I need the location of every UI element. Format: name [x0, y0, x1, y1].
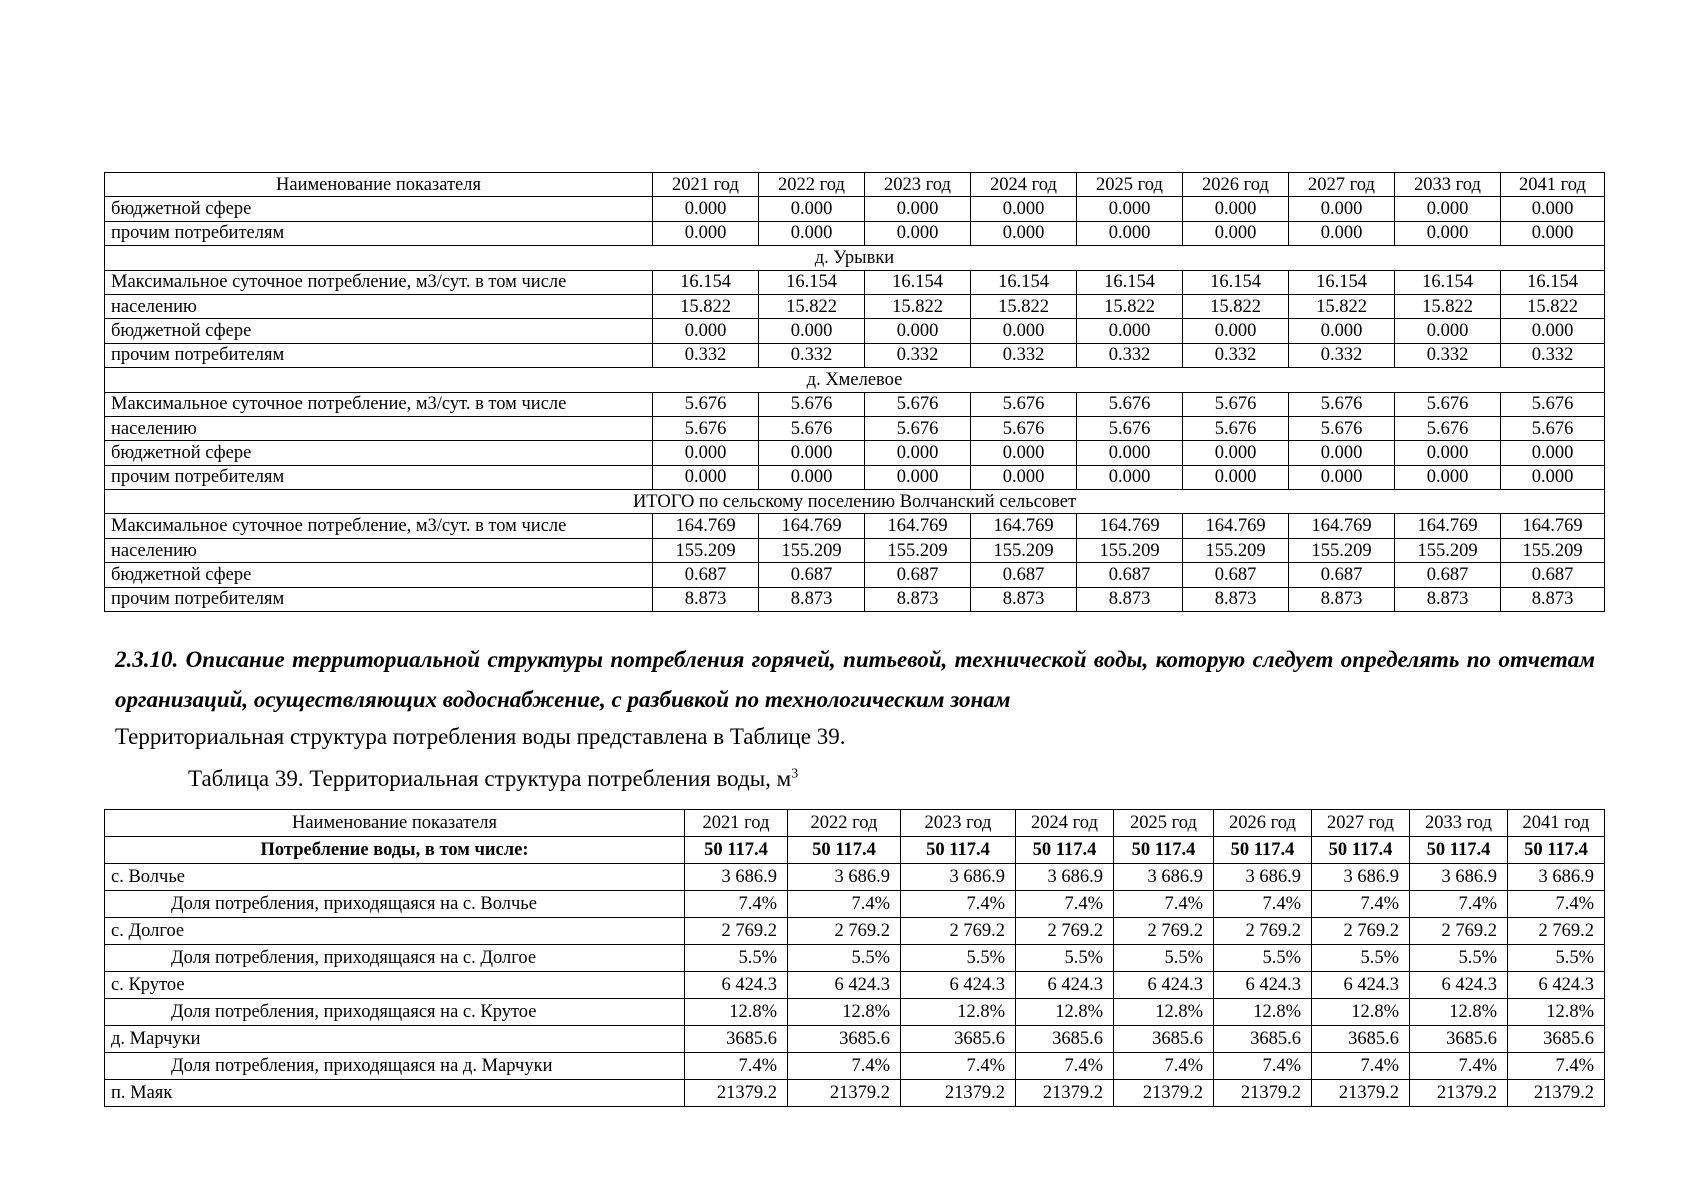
value-cell: 16.154	[1183, 270, 1289, 294]
value-cell: 8.873	[1077, 587, 1183, 611]
value-cell: 12.8%	[1312, 999, 1410, 1026]
row-label: населению	[105, 538, 653, 562]
value-cell: 21379.2	[1410, 1080, 1508, 1107]
value-cell: 7.4%	[685, 891, 788, 918]
value-cell: 3685.6	[685, 1026, 788, 1053]
value-cell: 21379.2	[1114, 1080, 1214, 1107]
table-row	[105, 972, 1605, 999]
value-cell: 2 769.2	[901, 918, 1016, 945]
value-cell: 50 117.4	[901, 837, 1016, 864]
table-row	[105, 563, 1605, 587]
value-cell: 0.000	[759, 319, 865, 343]
row-label: прочим потребителям	[105, 465, 653, 489]
value-cell: 12.8%	[788, 999, 901, 1026]
value-cell: 0.000	[865, 197, 971, 221]
row-label: бюджетной сфере	[105, 441, 653, 465]
value-cell: 155.209	[1183, 538, 1289, 562]
value-cell: 12.8%	[1114, 999, 1214, 1026]
value-cell: 5.5%	[1312, 945, 1410, 972]
value-cell: 0.687	[1501, 563, 1605, 587]
table-row	[105, 891, 1605, 918]
value-cell: 155.209	[759, 538, 865, 562]
table-row	[105, 319, 1605, 343]
table-row	[105, 864, 1605, 891]
value-cell: 50 117.4	[788, 837, 901, 864]
value-cell: 0.000	[1289, 221, 1395, 245]
value-cell: 21379.2	[685, 1080, 788, 1107]
value-cell: 12.8%	[1508, 999, 1605, 1026]
value-cell: 0.332	[759, 343, 865, 367]
value-cell: 0.000	[1501, 319, 1605, 343]
value-cell: 7.4%	[1410, 891, 1508, 918]
row-label: с. Крутое	[105, 972, 685, 999]
value-cell: 12.8%	[1016, 999, 1114, 1026]
value-cell: 164.769	[1077, 514, 1183, 538]
value-cell: 0.000	[1501, 465, 1605, 489]
value-cell: 21379.2	[901, 1080, 1016, 1107]
group-label: ИТОГО по сельскому поселению Волчанский сельсовет	[105, 490, 1605, 514]
value-cell: 21379.2	[1508, 1080, 1605, 1107]
value-cell: 16.154	[1289, 270, 1395, 294]
value-cell: 15.822	[1395, 294, 1501, 318]
value-cell: 5.5%	[788, 945, 901, 972]
table-row	[105, 294, 1605, 318]
value-cell: 8.873	[1183, 587, 1289, 611]
value-cell: 0.000	[865, 221, 971, 245]
value-cell: 0.000	[1395, 441, 1501, 465]
value-cell: 15.822	[1077, 294, 1183, 318]
value-cell: 0.000	[653, 221, 759, 245]
value-cell: 8.873	[653, 587, 759, 611]
value-cell: 7.4%	[1114, 1053, 1214, 1080]
value-cell: 0.000	[1183, 221, 1289, 245]
value-cell: 8.873	[1395, 587, 1501, 611]
value-cell: 5.676	[1289, 416, 1395, 440]
value-cell: 21379.2	[1312, 1080, 1410, 1107]
value-cell: 155.209	[865, 538, 971, 562]
column-header: 2033 год	[1395, 173, 1501, 197]
value-cell: 0.687	[759, 563, 865, 587]
value-cell: 8.873	[1289, 587, 1395, 611]
column-header: 2024 год	[971, 173, 1077, 197]
value-cell: 0.000	[1183, 197, 1289, 221]
consumption-table-continued	[104, 172, 1605, 612]
value-cell: 2 769.2	[1508, 918, 1605, 945]
column-header: Наименование показателя	[105, 810, 685, 837]
value-cell: 5.676	[971, 416, 1077, 440]
value-cell: 3 686.9	[1410, 864, 1508, 891]
value-cell: 0.000	[1077, 441, 1183, 465]
value-cell: 7.4%	[788, 1053, 901, 1080]
row-label: Доля потребления, приходящаяся на д. Марчуки	[105, 1053, 685, 1080]
value-cell: 5.676	[759, 416, 865, 440]
value-cell: 50 117.4	[1114, 837, 1214, 864]
table-row	[105, 1053, 1605, 1080]
table-row	[105, 270, 1605, 294]
value-cell: 15.822	[1183, 294, 1289, 318]
value-cell: 8.873	[971, 587, 1077, 611]
row-label: п. Маяк	[105, 1080, 685, 1107]
section-heading: 2.3.10. Описание территориальной структуры потребления горячей, питьевой, технической воды, которую следует определять по отчетам организаций, осуществляющих водоснабжение, с разбивкой по технологическим зонам	[115, 647, 1595, 712]
value-cell: 155.209	[653, 538, 759, 562]
column-header: 2041 год	[1501, 173, 1605, 197]
value-cell: 0.000	[1077, 319, 1183, 343]
header-row	[105, 173, 1605, 197]
value-cell: 0.000	[759, 465, 865, 489]
value-cell: 16.154	[865, 270, 971, 294]
territorial-structure-table	[104, 809, 1605, 1107]
value-cell: 15.822	[653, 294, 759, 318]
value-cell: 0.000	[1395, 465, 1501, 489]
column-header: 2023 год	[901, 810, 1016, 837]
table-row	[105, 416, 1605, 440]
value-cell: 15.822	[759, 294, 865, 318]
value-cell: 0.000	[653, 197, 759, 221]
column-header: Наименование показателя	[105, 173, 653, 197]
column-header: 2021 год	[653, 173, 759, 197]
value-cell: 0.000	[653, 441, 759, 465]
row-label: с. Долгое	[105, 918, 685, 945]
value-cell: 164.769	[759, 514, 865, 538]
value-cell: 3 686.9	[1214, 864, 1312, 891]
column-header: 2033 год	[1410, 810, 1508, 837]
value-cell: 5.676	[1183, 392, 1289, 416]
value-cell: 15.822	[865, 294, 971, 318]
value-cell: 15.822	[1501, 294, 1605, 318]
row-label: Потребление воды, в том числе:	[105, 837, 685, 864]
value-cell: 5.676	[759, 392, 865, 416]
value-cell: 0.000	[865, 319, 971, 343]
value-cell: 2 769.2	[1312, 918, 1410, 945]
row-label: Максимальное суточное потребление, м3/сут. в том числе	[105, 392, 653, 416]
value-cell: 155.209	[1077, 538, 1183, 562]
value-cell: 7.4%	[1508, 891, 1605, 918]
value-cell: 16.154	[1077, 270, 1183, 294]
value-cell: 50 117.4	[1312, 837, 1410, 864]
value-cell: 16.154	[1395, 270, 1501, 294]
value-cell: 6 424.3	[1508, 972, 1605, 999]
value-cell: 0.000	[1077, 197, 1183, 221]
value-cell: 5.5%	[1214, 945, 1312, 972]
value-cell: 0.000	[1289, 441, 1395, 465]
table-row	[105, 945, 1605, 972]
value-cell: 7.4%	[685, 1053, 788, 1080]
value-cell: 0.687	[653, 563, 759, 587]
value-cell: 6 424.3	[901, 972, 1016, 999]
row-label: прочим потребителям	[105, 587, 653, 611]
value-cell: 3 686.9	[901, 864, 1016, 891]
row-label: прочим потребителям	[105, 343, 653, 367]
value-cell: 7.4%	[1508, 1053, 1605, 1080]
column-header: 2027 год	[1289, 173, 1395, 197]
value-cell: 0.000	[1501, 197, 1605, 221]
value-cell: 50 117.4	[1016, 837, 1114, 864]
group-label: д. Хмелевое	[105, 368, 1605, 392]
value-cell: 0.000	[759, 441, 865, 465]
value-cell: 3 686.9	[685, 864, 788, 891]
value-cell: 21379.2	[1016, 1080, 1114, 1107]
value-cell: 3685.6	[901, 1026, 1016, 1053]
value-cell: 164.769	[865, 514, 971, 538]
value-cell: 7.4%	[1114, 891, 1214, 918]
value-cell: 0.687	[1395, 563, 1501, 587]
value-cell: 0.332	[1501, 343, 1605, 367]
value-cell: 0.332	[1183, 343, 1289, 367]
column-header: 2041 год	[1508, 810, 1605, 837]
table-caption	[188, 766, 798, 792]
value-cell: 155.209	[1289, 538, 1395, 562]
value-cell: 2 769.2	[1214, 918, 1312, 945]
value-cell: 2 769.2	[1114, 918, 1214, 945]
row-label: Доля потребления, приходящаяся на с. Волчье	[105, 891, 685, 918]
value-cell: 0.000	[865, 441, 971, 465]
value-cell: 0.000	[1289, 465, 1395, 489]
value-cell: 0.000	[653, 319, 759, 343]
value-cell: 5.676	[1077, 416, 1183, 440]
value-cell: 6 424.3	[788, 972, 901, 999]
row-label: Доля потребления, приходящаяся на с. Крутое	[105, 999, 685, 1026]
value-cell: 3685.6	[1312, 1026, 1410, 1053]
value-cell: 0.000	[1183, 441, 1289, 465]
value-cell: 6 424.3	[1114, 972, 1214, 999]
value-cell: 0.000	[1501, 221, 1605, 245]
value-cell: 7.4%	[1214, 891, 1312, 918]
table-row	[105, 999, 1605, 1026]
value-cell: 8.873	[759, 587, 865, 611]
value-cell: 6 424.3	[685, 972, 788, 999]
table-row	[105, 465, 1605, 489]
value-cell: 2 769.2	[685, 918, 788, 945]
value-cell: 3685.6	[1214, 1026, 1312, 1053]
value-cell: 3685.6	[1410, 1026, 1508, 1053]
table-row	[105, 441, 1605, 465]
value-cell: 0.687	[1289, 563, 1395, 587]
table-row	[105, 918, 1605, 945]
value-cell: 6 424.3	[1016, 972, 1114, 999]
value-cell: 5.676	[865, 392, 971, 416]
value-cell: 0.000	[1077, 465, 1183, 489]
value-cell: 6 424.3	[1410, 972, 1508, 999]
value-cell: 2 769.2	[788, 918, 901, 945]
row-label: бюджетной сфере	[105, 563, 653, 587]
value-cell: 16.154	[1501, 270, 1605, 294]
value-cell: 164.769	[1395, 514, 1501, 538]
value-cell: 5.5%	[1016, 945, 1114, 972]
value-cell: 6 424.3	[1214, 972, 1312, 999]
value-cell: 2 769.2	[1410, 918, 1508, 945]
value-cell: 5.676	[1077, 392, 1183, 416]
value-cell: 5.5%	[1410, 945, 1508, 972]
value-cell: 0.000	[971, 465, 1077, 489]
value-cell: 7.4%	[1016, 891, 1114, 918]
value-cell: 0.000	[971, 221, 1077, 245]
value-cell: 12.8%	[901, 999, 1016, 1026]
value-cell: 0.332	[1289, 343, 1395, 367]
group-row	[105, 246, 1605, 270]
value-cell: 0.000	[1077, 221, 1183, 245]
value-cell: 164.769	[1289, 514, 1395, 538]
table-row	[105, 1026, 1605, 1053]
value-cell: 3685.6	[1114, 1026, 1214, 1053]
value-cell: 7.4%	[901, 1053, 1016, 1080]
value-cell: 3 686.9	[1508, 864, 1605, 891]
value-cell: 50 117.4	[1214, 837, 1312, 864]
value-cell: 7.4%	[901, 891, 1016, 918]
value-cell: 0.000	[759, 197, 865, 221]
column-header: 2022 год	[788, 810, 901, 837]
value-cell: 3 686.9	[1312, 864, 1410, 891]
value-cell: 0.000	[1183, 465, 1289, 489]
value-cell: 0.000	[1289, 197, 1395, 221]
group-row	[105, 368, 1605, 392]
row-label: д. Марчуки	[105, 1026, 685, 1053]
value-cell: 50 117.4	[685, 837, 788, 864]
table-row	[105, 343, 1605, 367]
value-cell: 16.154	[971, 270, 1077, 294]
intro-paragraph: Территориальная структура потребления воды представлена в Таблице 39.	[115, 724, 846, 749]
value-cell: 5.5%	[901, 945, 1016, 972]
value-cell: 3 686.9	[1016, 864, 1114, 891]
table-row	[105, 587, 1605, 611]
value-cell: 0.000	[1183, 319, 1289, 343]
value-cell: 16.154	[759, 270, 865, 294]
value-cell: 0.000	[971, 197, 1077, 221]
value-cell: 164.769	[1501, 514, 1605, 538]
value-cell: 0.000	[1289, 319, 1395, 343]
value-cell: 6 424.3	[1312, 972, 1410, 999]
value-cell: 12.8%	[1410, 999, 1508, 1026]
value-cell: 8.873	[865, 587, 971, 611]
table-row	[105, 514, 1605, 538]
value-cell: 7.4%	[1410, 1053, 1508, 1080]
table-row	[105, 837, 1605, 864]
column-header: 2025 год	[1114, 810, 1214, 837]
caption-text: Таблица 39. Территориальная структура потребления воды, м	[188, 766, 792, 791]
value-cell: 0.000	[971, 441, 1077, 465]
row-label: населению	[105, 416, 653, 440]
value-cell: 21379.2	[1214, 1080, 1312, 1107]
value-cell: 15.822	[971, 294, 1077, 318]
value-cell: 0.000	[971, 319, 1077, 343]
value-cell: 50 117.4	[1410, 837, 1508, 864]
value-cell: 0.000	[1395, 319, 1501, 343]
caption-unit-sup: 3	[791, 766, 799, 782]
column-header: 2022 год	[759, 173, 865, 197]
value-cell: 3685.6	[1016, 1026, 1114, 1053]
value-cell: 0.000	[759, 221, 865, 245]
value-cell: 50 117.4	[1508, 837, 1605, 864]
value-cell: 0.332	[865, 343, 971, 367]
column-header: 2025 год	[1077, 173, 1183, 197]
value-cell: 5.676	[653, 416, 759, 440]
value-cell: 0.332	[1077, 343, 1183, 367]
table-row	[105, 197, 1605, 221]
value-cell: 5.676	[1395, 392, 1501, 416]
row-label: Максимальное суточное потребление, м3/сут. в том числе	[105, 514, 653, 538]
value-cell: 7.4%	[1016, 1053, 1114, 1080]
value-cell: 164.769	[653, 514, 759, 538]
value-cell: 0.687	[1077, 563, 1183, 587]
value-cell: 5.5%	[685, 945, 788, 972]
column-header: 2027 год	[1312, 810, 1410, 837]
value-cell: 0.332	[971, 343, 1077, 367]
value-cell: 3 686.9	[788, 864, 901, 891]
value-cell: 5.676	[1395, 416, 1501, 440]
value-cell: 21379.2	[788, 1080, 901, 1107]
value-cell: 0.000	[1395, 197, 1501, 221]
value-cell: 7.4%	[1214, 1053, 1312, 1080]
value-cell: 7.4%	[1312, 1053, 1410, 1080]
value-cell: 12.8%	[1214, 999, 1312, 1026]
column-header: 2026 год	[1183, 173, 1289, 197]
value-cell: 3685.6	[1508, 1026, 1605, 1053]
row-label: Доля потребления, приходящаяся на с. Долгое	[105, 945, 685, 972]
table-row	[105, 1080, 1605, 1107]
value-cell: 0.000	[1501, 441, 1605, 465]
value-cell: 5.676	[971, 392, 1077, 416]
value-cell: 164.769	[971, 514, 1077, 538]
table-row	[105, 221, 1605, 245]
value-cell: 155.209	[971, 538, 1077, 562]
column-header: 2023 год	[865, 173, 971, 197]
value-cell: 7.4%	[1312, 891, 1410, 918]
column-header: 2026 год	[1214, 810, 1312, 837]
value-cell: 15.822	[1289, 294, 1395, 318]
value-cell: 0.000	[653, 465, 759, 489]
value-cell: 2 769.2	[1016, 918, 1114, 945]
value-cell: 0.332	[1395, 343, 1501, 367]
header-row	[105, 810, 1605, 837]
value-cell: 155.209	[1395, 538, 1501, 562]
value-cell: 0.687	[1183, 563, 1289, 587]
value-cell: 155.209	[1501, 538, 1605, 562]
column-header: 2024 год	[1016, 810, 1114, 837]
value-cell: 5.5%	[1508, 945, 1605, 972]
value-cell: 3 686.9	[1114, 864, 1214, 891]
value-cell: 7.4%	[788, 891, 901, 918]
row-label: населению	[105, 294, 653, 318]
value-cell: 5.676	[653, 392, 759, 416]
group-row	[105, 490, 1605, 514]
value-cell: 0.687	[865, 563, 971, 587]
row-label: прочим потребителям	[105, 221, 653, 245]
value-cell: 5.676	[1501, 392, 1605, 416]
value-cell: 12.8%	[685, 999, 788, 1026]
value-cell: 0.332	[653, 343, 759, 367]
row-label: бюджетной сфере	[105, 319, 653, 343]
value-cell: 5.676	[865, 416, 971, 440]
value-cell: 5.676	[1289, 392, 1395, 416]
table-row	[105, 392, 1605, 416]
row-label: Максимальное суточное потребление, м3/сут. в том числе	[105, 270, 653, 294]
table-row	[105, 538, 1605, 562]
row-label: бюджетной сфере	[105, 197, 653, 221]
value-cell: 16.154	[653, 270, 759, 294]
value-cell: 5.676	[1183, 416, 1289, 440]
group-label: д. Урывки	[105, 246, 1605, 270]
value-cell: 5.5%	[1114, 945, 1214, 972]
value-cell: 8.873	[1501, 587, 1605, 611]
value-cell: 0.000	[865, 465, 971, 489]
value-cell: 164.769	[1183, 514, 1289, 538]
column-header: 2021 год	[685, 810, 788, 837]
value-cell: 0.687	[971, 563, 1077, 587]
value-cell: 3685.6	[788, 1026, 901, 1053]
value-cell: 5.676	[1501, 416, 1605, 440]
value-cell: 0.000	[1395, 221, 1501, 245]
row-label: с. Волчье	[105, 864, 685, 891]
